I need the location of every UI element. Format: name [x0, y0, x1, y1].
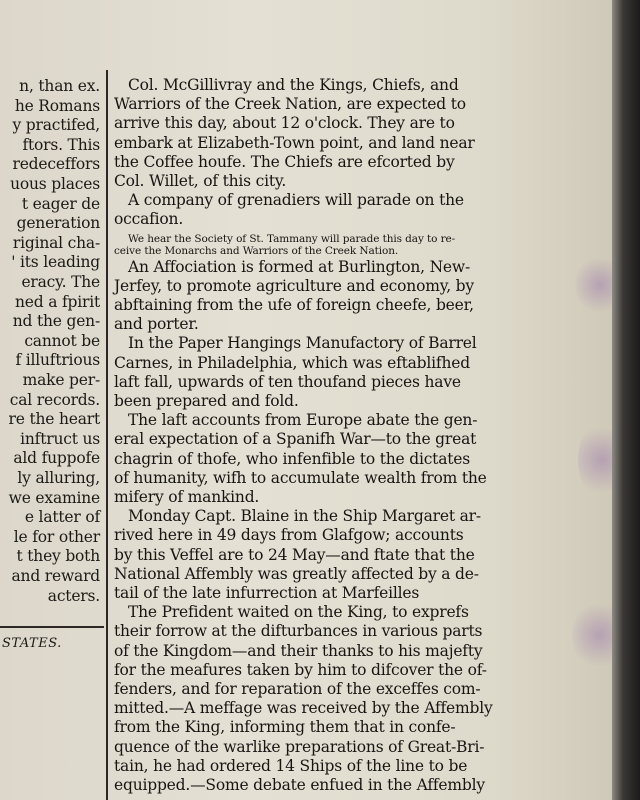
left-column-line: acters. [47, 586, 100, 605]
page-edge-shadow [612, 0, 640, 800]
left-column-line: cannot be [24, 331, 100, 350]
section-label: STATES. [2, 636, 62, 651]
left-column-line: redeceffors [12, 155, 100, 174]
article-line: National Affembly was greatly affected by a de- [114, 564, 479, 583]
article-line: embark at Elizabeth-Town point, and land near [114, 133, 475, 152]
left-column-line: y practifed, [12, 116, 100, 135]
left-column-line: nd the gen- [12, 312, 100, 331]
article-line: Col. McGillivray and the Kings, Chiefs, and [128, 76, 459, 94]
left-column-line: le for other [13, 527, 100, 546]
article-line: of the Kingdom—and their thanks to his majefty [114, 641, 483, 660]
article-line: The Prefident waited on the King, to exprefs [128, 603, 469, 622]
article-line: equipped.—Some debate enfued in the Affembly [114, 776, 485, 794]
left-column-line: generation [16, 214, 100, 233]
left-column-line: ned a fpirit [15, 292, 100, 311]
article-line: rived here in 49 days from Glafgow; accounts [114, 526, 464, 545]
main-column [112, 74, 542, 800]
left-column-line: cal records. [9, 390, 100, 409]
left-column-line: riginal cha- [12, 233, 100, 252]
article-line: for the meafures taken by him to difcover the of- [114, 660, 487, 679]
article-line: tain, he had ordered 14 Ships of the line to be [114, 756, 468, 775]
left-column-line: ly alluring, [17, 469, 100, 487]
article-line: chagrin of thofe, who infenfible to the dictates [114, 449, 471, 468]
left-column-line: we examine [8, 488, 100, 507]
article-line: laft fall, upwards of ten thoufand pieces have [114, 372, 461, 391]
column-rule [106, 70, 108, 800]
article-line: Warriors of the Creek Nation, are expected to [114, 95, 466, 114]
left-column-line: e latter of [24, 508, 100, 527]
article-line: and porter. [114, 315, 199, 334]
article-line: their forrow at the difturbances in various parts [114, 622, 483, 641]
article-line: Monday Capt. Blaine in the Ship Margaret ar- [128, 507, 481, 526]
article-line: from the King, informing them that in confe- [114, 718, 456, 737]
left-column-line: uous places [10, 175, 100, 193]
article-line: of humanity, wifh to accumulate wealth from the [114, 468, 487, 487]
left-column-line: he Romans [14, 96, 100, 115]
left-column [0, 74, 104, 800]
article-line: occafion. [114, 210, 184, 229]
left-column-line: n, than ex. [19, 77, 100, 95]
left-column-line: re the heart [8, 410, 100, 429]
ink-stain [572, 600, 612, 670]
article-line: The laft accounts from Europe abate the gen- [128, 411, 478, 430]
article-line: arrive this day, about 12 o'clock. They are to [114, 114, 455, 133]
article-line: Carnes, in Philadelphia, which was eftablifhed [114, 353, 470, 372]
left-column-line: f illuftrious [15, 351, 100, 370]
left-column-line: ftors. This [22, 135, 100, 154]
article-line: Col. Willet, of this city. [114, 172, 287, 190]
article-line: mitted.—A meffage was received by the Affembly [114, 699, 493, 718]
notice-line: ceive the Monarchs and Warriors of the Creek Nation. [114, 245, 399, 258]
article-line: been prepared and fold. [114, 392, 299, 410]
left-column-line: ald fuppofe [13, 449, 100, 468]
left-column-line: t eager de [21, 194, 100, 213]
article-line: An Affociation is formed at Burlington, New- [128, 257, 471, 276]
left-column-line: inftruct us [20, 429, 100, 448]
article-line: eral expectation of a Spanifh War—to the great [114, 430, 477, 449]
left-column-line: t they both [16, 547, 100, 566]
article-line: by this Veffel are to 24 May—and ftate that the [114, 545, 475, 564]
article-line: quence of the warlike preparations of Great-Bri- [114, 737, 485, 756]
article-line: mifery of mankind. [114, 488, 260, 506]
left-column-line: and reward [11, 567, 100, 585]
left-column-line: make per- [22, 371, 100, 389]
article-line: fenders, and for reparation of the exceffes com- [114, 680, 481, 698]
article-line: tail of the late infurrection at Marfeilles [114, 584, 420, 602]
left-column-line: ' its leading [11, 253, 100, 272]
article-line: Jerfey, to promote agriculture and economy, by [114, 276, 474, 295]
article-line: the Coffee houfe. The Chiefs are efcorted by [114, 152, 455, 171]
left-column-line: eracy. The [21, 273, 100, 291]
ink-stain [578, 420, 612, 500]
section-rule [0, 626, 104, 628]
article-line: abftaining from the ufe of foreign cheefe, beer, [114, 296, 474, 314]
ink-stain [575, 255, 612, 315]
notice-line: We hear the Society of St. Tammany will parade this day to re- [128, 232, 456, 245]
article-line: A company of grenadiers will parade on the [128, 191, 464, 210]
article-line: In the Paper Hangings Manufactory of Barrel [128, 334, 477, 353]
